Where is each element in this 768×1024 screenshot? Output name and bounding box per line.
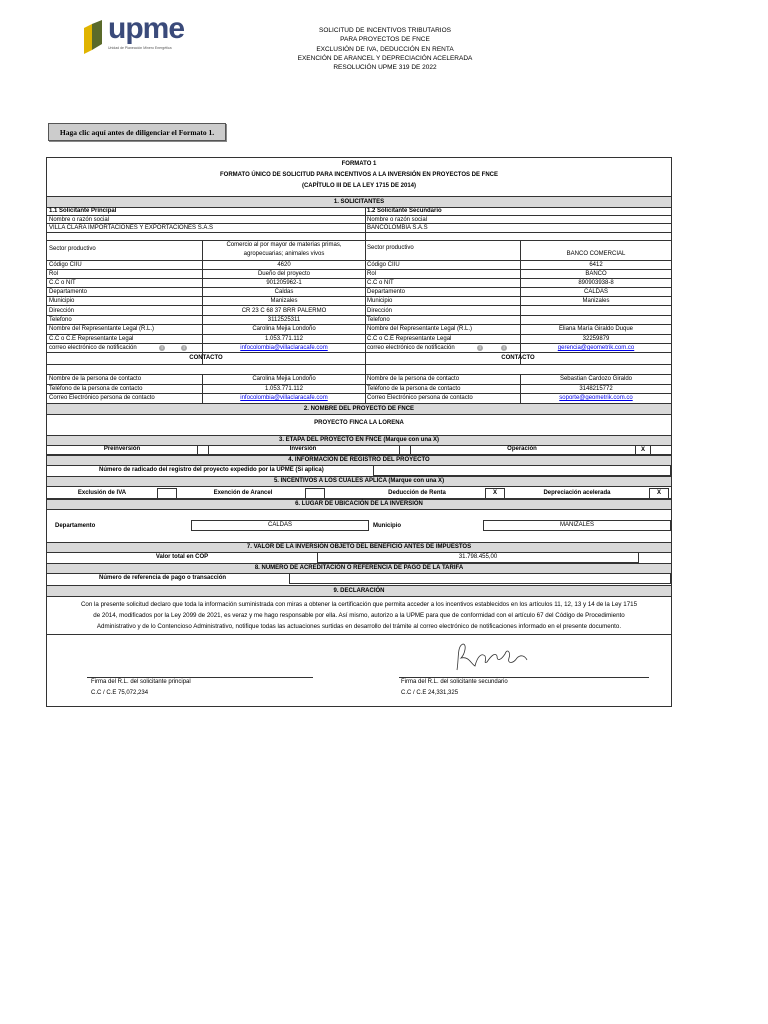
declaracion-text [47, 599, 671, 632]
contacto-principal-tel[interactable]: 1.053.771.112 [265, 386, 303, 392]
principal-ciiu[interactable]: 4620 [277, 262, 291, 268]
etapa-inversion: Inversión [289, 446, 317, 452]
incentivo-depreciacion-checkbox[interactable] [649, 488, 669, 499]
principal-razon[interactable]: VILLA CLARA IMPORTACIONES Y EXPORTACIONES S.A.S [49, 225, 214, 231]
secundario-rl[interactable]: Eliana María Giraldo Duque [558, 326, 634, 332]
row-line [47, 634, 671, 635]
formato-1 [46, 157, 672, 707]
principal-tel-label: Telefono [49, 317, 72, 323]
firma-secundario-label: Firma del R.L. del solicitante secundario [401, 679, 508, 685]
secundario-cc[interactable]: 32259879 [582, 336, 610, 342]
section-title: 4. INFORMACIÓN DE REGISTRO DEL PROYECTO [288, 457, 430, 463]
lugar-mun-field[interactable] [483, 520, 671, 531]
principal-cc-label: C.C o C.E Representante Legal [49, 336, 134, 342]
section-title: 8. NÚMERO DE ACREDITACIÓN O REFERENCIA DE PAGO DE LA TARIFA [254, 565, 464, 571]
firma-secundario-cc: C.C / C.E 24,331,325 [401, 690, 459, 696]
lugar-depto-label: Departamento [55, 523, 96, 529]
incentivo-iva-checkbox[interactable] [157, 488, 177, 499]
valor-field[interactable] [317, 552, 639, 563]
instructions-button[interactable]: Haga clic aquí antes de diligenciar el Formato 1. [48, 123, 226, 141]
etapa-preinversion: Preinversión [103, 446, 141, 452]
header-line: PARA PROYECTOS DE FNCE [340, 36, 430, 44]
incentivo-arancel: Exención de Arancel [213, 490, 273, 496]
upme-logo-icon [82, 20, 106, 54]
secundario-sector-label: Sector productivo [367, 245, 414, 251]
incentivo-renta: Deducción de Renta [388, 490, 446, 496]
principal-tel[interactable]: 3112525311 [267, 317, 301, 323]
secundario-mail[interactable]: gerencia@geometrik.com.co [557, 345, 635, 351]
section-title: 5. INCENTIVOS A LOS CUALES APLICA (Marque con una X) [273, 478, 445, 484]
principal-sector-label: Sector productivo [49, 246, 96, 252]
contacto-secundario-name[interactable]: Sebastian Cardozo Giraldo [559, 376, 633, 382]
secundario-tel-label: Telefono [367, 317, 390, 323]
checkbox-mark: X [656, 490, 661, 496]
logo-name: upme [108, 12, 185, 45]
contacto-mail-label: Correo Electrónico persona de contacto [367, 395, 473, 401]
secundario-sector[interactable]: BANCO COMERCIAL [566, 251, 626, 257]
section-5-header [47, 476, 671, 487]
principal-sector-cont[interactable]: agropecuarias; animales vivos [243, 251, 325, 257]
header-line: EXENCIÓN DE ARANCEL Y DEPRECIACIÓN ACELERADA [297, 54, 473, 62]
form-title: FORMATO 1 [341, 161, 377, 167]
secundario-dir-label: Dirección [367, 308, 393, 314]
principal-rl[interactable]: Carolina Mejia Londoño [252, 326, 316, 332]
secundario-razon[interactable]: BANCOLOMBIA S.A.S [367, 225, 428, 231]
secundario-depto-label: Departamento [367, 289, 406, 295]
principal-mun[interactable]: Manizales [270, 298, 298, 304]
secundario-rol-label: Rol [367, 271, 377, 277]
secundario-cc-label: C.C o C.E Representante Legal [367, 336, 452, 342]
section-6-header [47, 499, 671, 510]
section-2-header [47, 403, 671, 415]
row-line [47, 215, 671, 216]
principal-mail-label: correo electrónico de notificación [49, 345, 137, 351]
secundario-ciiu[interactable]: 6412 [589, 262, 603, 268]
secundario-nit[interactable]: 890903938-8 [578, 280, 614, 286]
info-icon[interactable]: i [501, 345, 507, 351]
lugar-depto-value: CALDAS [267, 522, 292, 528]
row-line [47, 305, 671, 306]
section-title: 9. DECLARACIÓN [333, 588, 385, 594]
contacto-secundario-mail[interactable]: soporte@geometrik.com.co [559, 395, 633, 401]
principal-nit-label: C.C o NIT [49, 280, 76, 286]
contacto-heading: CONTACTO [189, 355, 223, 361]
secundario-depto[interactable]: CALDAS [583, 289, 608, 295]
contacto-tel-label: Teléfono de la persona de contacto [367, 386, 461, 392]
checkbox-mark: X [492, 490, 497, 496]
pago-input[interactable] [289, 573, 671, 584]
principal-depto[interactable]: Caldas [274, 289, 294, 295]
principal-rl-label: Nombre del Representante Legal (R.L.) [49, 326, 155, 332]
registro-input[interactable] [373, 465, 671, 476]
header-line: SOLICITUD DE INCENTIVOS TRIBUTARIOS [319, 27, 451, 34]
principal-rol-label: Rol [49, 271, 59, 277]
info-icon[interactable]: i [181, 345, 187, 351]
principal-dir-label: Dirección [49, 308, 75, 314]
section-title: 6. LUGAR DE UBICACIÓN DE LA INVERSIÓN [295, 501, 423, 507]
section-1-header [47, 196, 671, 208]
document-header [260, 26, 510, 72]
incentivo-iva: Exclusión de IVA [77, 490, 127, 496]
principal-cc[interactable]: 1.053.771.112 [265, 336, 303, 342]
lugar-mun-value: MANIZALES [559, 522, 594, 528]
section-title: 7. VALOR DE LA INVERSIÓN OBJETO DEL BENEFICIO ANTES DE IMPUESTOS [246, 544, 472, 550]
info-icon[interactable]: i [159, 345, 165, 351]
principal-razon-label: Nombre o razón social [49, 217, 110, 223]
principal-mail[interactable]: infocolombia@villaclaracafe.com [240, 345, 328, 351]
section-title: 1. SOLICITANTES [333, 199, 385, 205]
contacto-name-label: Nombre de la persona de contacto [49, 376, 142, 382]
info-icon[interactable]: i [477, 345, 483, 351]
secundario-heading: 1.2 Solicitante Secundario [367, 208, 442, 214]
firma-principal-cc: C.C / C.E 75,072,234 [91, 690, 149, 696]
valor-label: Valor total en COP [155, 554, 209, 560]
row-line [47, 352, 671, 353]
secundario-mail-label: correo electrónico de notificación [367, 345, 455, 351]
header-line: RESOLUCIÓN UPME 319 DE 2022 [333, 64, 437, 72]
section-title: 3. ETAPA DEL PROYECTO EN FNCE (Marque con una X) [278, 437, 440, 443]
declaracion-line: Con la presente solicitud declaro que toda la información suministrada con miras a obtener la certificación que permita acceder a los incentivos establecidos en los artículos 11, 12, 13 y 14 de la Ley 1715 [80, 601, 638, 608]
form-subtitle: FORMATO ÚNICO DE SOLICITUD PARA INCENTIVOS A LA INVERSIÓN EN PROYECTOS DE FNCE [219, 172, 499, 178]
logo-tagline: Unidad de Planeación Minero Energética [108, 46, 172, 50]
section-title: 2. NOMBRE DEL PROYECTO DE FNCE [303, 406, 415, 412]
row-line [47, 364, 671, 365]
registro-label: Número de radicado del registro del proyecto expedido por la UPME (Si aplica) [99, 467, 324, 473]
principal-dir[interactable]: CR 23 C 68 37 BRR PALERMO [241, 308, 327, 314]
lugar-mun-label: Municipio [373, 523, 401, 529]
contacto-tel-label: Teléfono de la persona de contacto [49, 386, 143, 392]
contacto-secundario-tel[interactable]: 3148215772 [579, 386, 613, 392]
contacto-mail-label: Correo Electrónico persona de contacto [49, 395, 155, 401]
row-line [47, 232, 671, 233]
incentivo-depreciacion: Depreciación acelerada [543, 490, 611, 496]
lugar-depto-field[interactable] [191, 520, 369, 531]
declaracion-line: Administrativo y de lo Contencioso Administrativo, notifique todas las actuaciones surtidas en desarrollo del trámite al correo electrónico de notificaciones informado en el presente documento. [96, 623, 622, 630]
secundario-razon-label: Nombre o razón social [367, 217, 428, 223]
contacto-principal-name[interactable]: Carolina Mejia Londoño [252, 376, 316, 382]
secundario-nit-label: C.C o NIT [367, 280, 394, 286]
principal-sector[interactable]: Comercio al por mayor de materias primas, [226, 242, 342, 248]
header-line: EXCLUSIÓN DE IVA, DEDUCCIÓN EN RENTA [316, 45, 454, 53]
contacto-heading: CONTACTO [501, 355, 535, 361]
valor-value: 31.798.455,00 [458, 554, 498, 560]
principal-heading: 1.1 Solicitante Principal [49, 208, 117, 214]
secundario-rl-label: Nombre del Representante Legal (R.L.) [367, 326, 473, 332]
pago-label: Número de referencia de pago o transacción [99, 575, 227, 581]
principal-ciiu-label: Código CIIU [49, 262, 82, 268]
secundario-mun[interactable]: Manizales [582, 298, 610, 304]
checkbox-mark: X [640, 447, 645, 453]
form-chapter: (CAPÍTULO III DE LA LEY 1715 DE 2014) [301, 183, 417, 189]
principal-mun-label: Municipio [49, 298, 75, 304]
principal-nit[interactable]: 901205962-1 [266, 280, 302, 286]
etapa-operacion: Operación [507, 446, 537, 452]
declaracion-line: de 2014, modificados por la Ley 2099 de 2021, es veraz y me hago responsable por ella. Así mismo, autorizo a la UPME para que de conformidad con el artículo 67 del Código de Procedimiento [93, 612, 625, 619]
firma-principal-label: Firma del R.L. del solicitante principal [91, 679, 191, 685]
secundario-ciiu-label: Código CIIU [367, 262, 400, 268]
contacto-name-label: Nombre de la persona de contacto [367, 376, 460, 382]
incentivo-arancel-checkbox[interactable] [305, 488, 325, 499]
principal-rol[interactable]: Dueño del proyecto [257, 271, 311, 277]
incentivo-renta-checkbox[interactable] [485, 488, 505, 499]
principal-depto-label: Departamento [49, 289, 88, 295]
signature-secundario-image [451, 638, 531, 674]
contacto-principal-mail[interactable]: infocolombia@villaclaracafe.com [240, 395, 328, 401]
secundario-rol[interactable]: BANCO [585, 271, 607, 277]
section-9-header [47, 585, 671, 597]
secundario-mun-label: Municipio [367, 298, 393, 304]
project-name[interactable]: PROYECTO FINCA LA LORENA [314, 420, 404, 426]
